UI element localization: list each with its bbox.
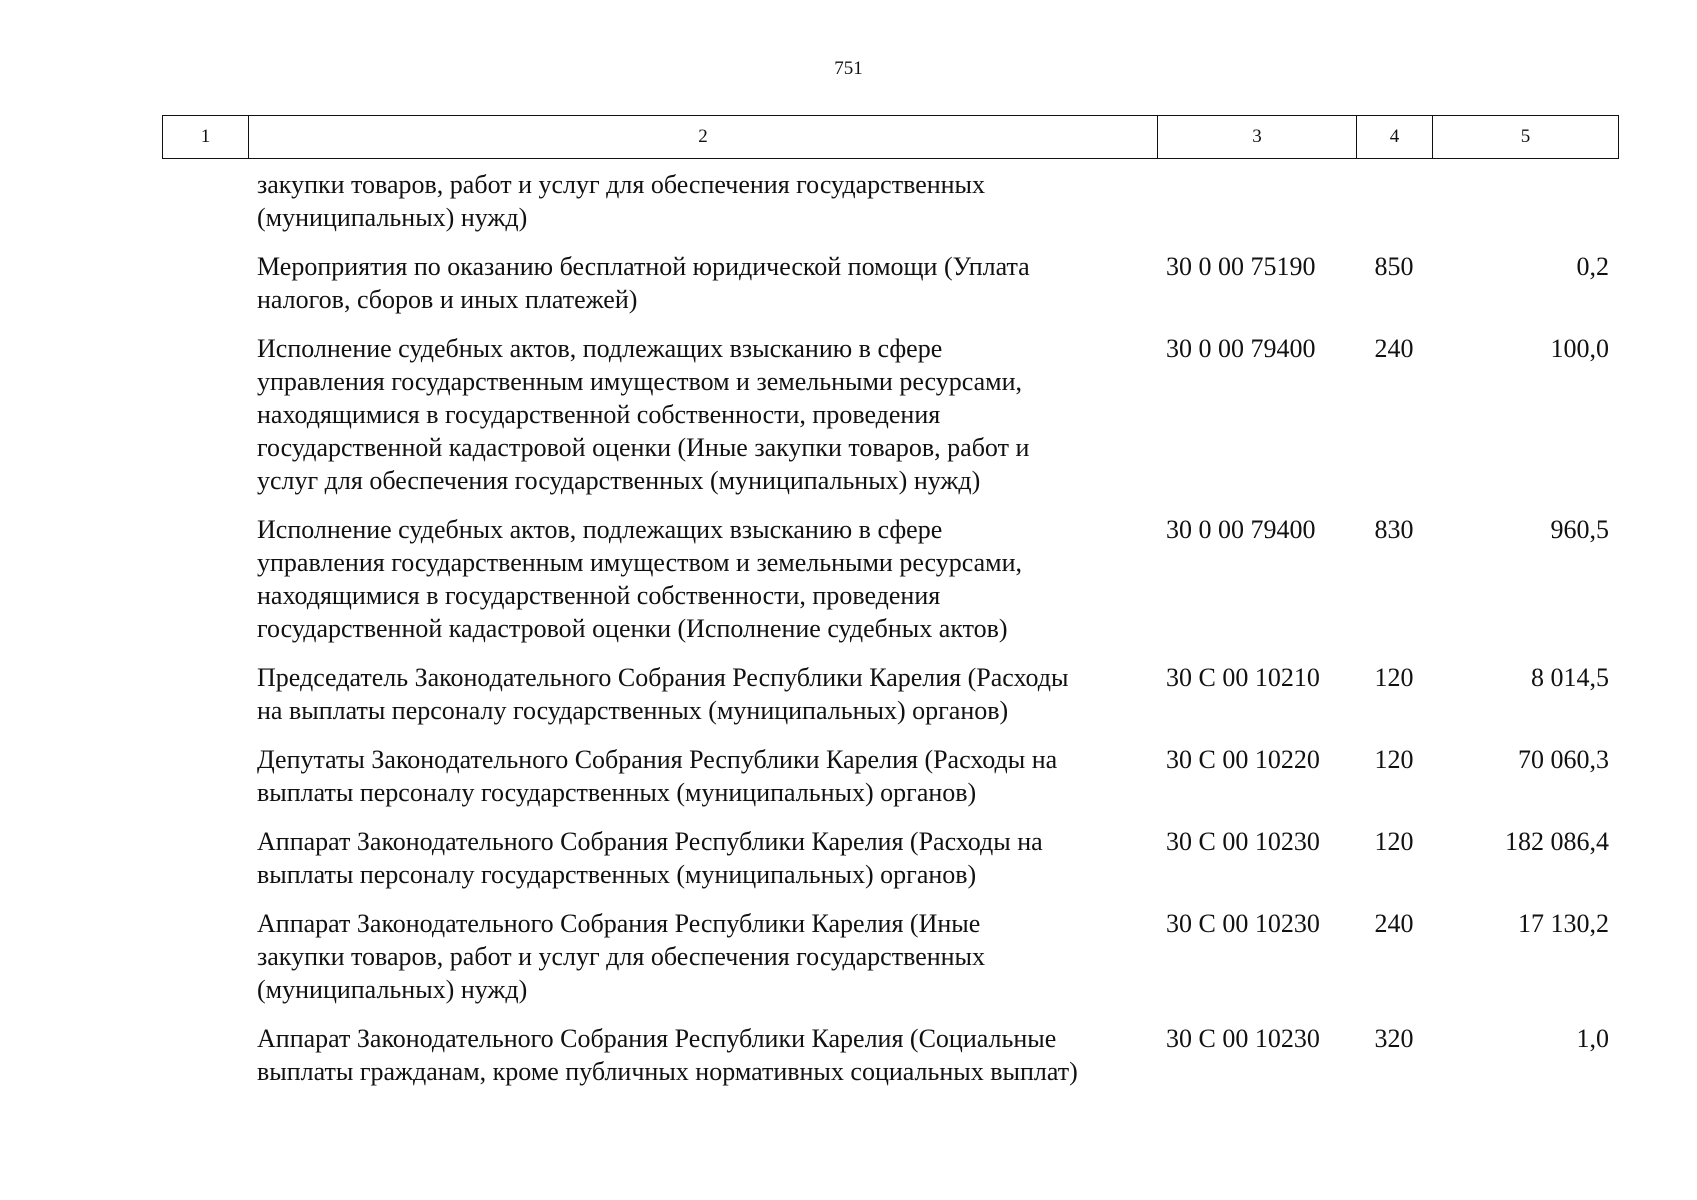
table-body: [162, 168, 1618, 1104]
table-row: [162, 513, 1618, 645]
row-type: 320: [1374, 1024, 1414, 1053]
header-col-2: 2: [249, 116, 1158, 159]
row-number-cell: [162, 1022, 248, 1088]
row-type: 850: [1374, 252, 1414, 281]
header-col-5: 5: [1433, 116, 1619, 159]
row-name: Исполнение судебных актов, подлежащих взысканию в сфере управления государственным имуществом и земельными ресурсами, находящимися в государственной собственности, проведения государственной кадастровой оценки (Исполнение судебных актов): [257, 515, 1022, 643]
row-number-cell: [162, 743, 248, 809]
row-code: 30 0 00 79400: [1166, 334, 1316, 363]
row-code: 30 С 00 10230: [1166, 1024, 1320, 1053]
row-type: 830: [1374, 515, 1414, 544]
row-amount: 70 060,3: [1518, 745, 1609, 774]
table-header: [162, 115, 1619, 159]
row-code: 30 С 00 10230: [1166, 827, 1320, 856]
row-number-cell: [162, 661, 248, 727]
row-amount: 1,0: [1576, 1024, 1609, 1053]
row-type: 120: [1374, 827, 1414, 856]
table-row: [162, 332, 1618, 497]
row-number-cell: [162, 332, 248, 497]
row-code: 30 С 00 10220: [1166, 745, 1320, 774]
row-amount: 8 014,5: [1531, 663, 1609, 692]
row-number-cell: [162, 250, 248, 316]
row-amount: 0,2: [1576, 252, 1609, 281]
table-row: [162, 168, 1618, 234]
table-row: [162, 907, 1618, 1006]
row-type: [1356, 168, 1432, 234]
table-row: [162, 1022, 1618, 1088]
row-number-cell: [162, 825, 248, 891]
row-name: Аппарат Законодательного Собрания Республики Карелия (Иные закупки товаров, работ и услуг для обеспечения государственных (муниципальных) нужд): [257, 909, 986, 1004]
row-code: 30 С 00 10210: [1166, 663, 1320, 692]
header-col-4: 4: [1357, 116, 1433, 159]
table-row: [162, 825, 1618, 891]
row-amount: 17 130,2: [1518, 909, 1609, 938]
header-row: [163, 116, 1619, 159]
row-name: Аппарат Законодательного Собрания Республики Карелия (Расходы на выплаты персоналу государственных (муниципальных) органов): [257, 827, 1043, 889]
row-number-cell: [162, 168, 248, 234]
row-type: 240: [1374, 909, 1414, 938]
row-type: 120: [1374, 745, 1414, 774]
row-code: 30 0 00 79400: [1166, 515, 1316, 544]
row-name: Исполнение судебных актов, подлежащих взысканию в сфере управления государственным имуществом и земельными ресурсами, находящимися в государственной собственности, проведения государственной кадастровой оценки (Иные закупки товаров, работ и услуг для обеспечения государственных (муниципальных) нужд): [257, 334, 1030, 495]
table-row: [162, 250, 1618, 316]
table-row: [162, 743, 1618, 809]
row-name: закупки товаров, работ и услуг для обеспечения государственных (муниципальных) нужд): [257, 170, 986, 232]
row-amount: 182 086,4: [1505, 827, 1609, 856]
row-type: 120: [1374, 663, 1414, 692]
row-name: Депутаты Законодательного Собрания Республики Карелия (Расходы на выплаты персоналу государственных (муниципальных) органов): [257, 745, 1058, 807]
row-code: [1157, 168, 1356, 234]
row-name: Аппарат Законодательного Собрания Республики Карелия (Социальные выплаты гражданам, кроме публичных нормативных социальных выплат): [257, 1024, 1078, 1086]
row-code: 30 0 00 75190: [1166, 252, 1316, 281]
row-name: Мероприятия по оказанию бесплатной юридической помощи (Уплата налогов, сборов и иных платежей): [257, 252, 1030, 314]
row-code: 30 С 00 10230: [1166, 909, 1320, 938]
table-row: [162, 661, 1618, 727]
row-amount: [1432, 168, 1618, 234]
header-col-3: 3: [1158, 116, 1357, 159]
page-number: 751: [834, 58, 863, 79]
row-type: 240: [1374, 334, 1414, 363]
row-amount: 100,0: [1550, 334, 1609, 363]
row-number-cell: [162, 907, 248, 1006]
row-name: Председатель Законодательного Собрания Республики Карелия (Расходы на выплаты персоналу государственных (муниципальных) органов): [257, 663, 1069, 725]
row-number-cell: [162, 513, 248, 645]
row-amount: 960,5: [1550, 515, 1609, 544]
header-col-1: 1: [163, 116, 249, 159]
